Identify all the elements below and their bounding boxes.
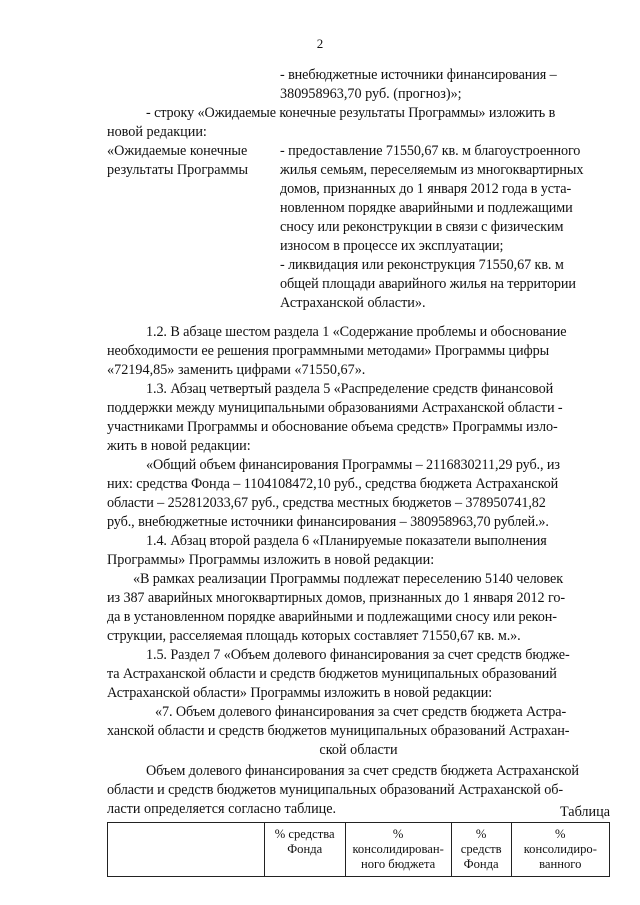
results-value-line: - предоставление 71550,67 кв. м благоустроенного xyxy=(280,143,581,159)
intro-line: Объем долевого финансирования за счет средств бюджета Астраханской xyxy=(146,763,579,779)
quote-1-4-line: из 387 аварийных многоквартирных домов, признанных до 1 января 2012 го- xyxy=(107,590,565,606)
para-1-2-line: необходимости ее решения программными методами» Программы цифры xyxy=(107,343,550,359)
table-header-cell xyxy=(451,823,511,877)
para-1-3-line: участниками Программы и обоснование объема средств» Программы изло- xyxy=(107,419,558,435)
para-1-3-line: поддержки между муниципальными образованиями Астраханской области - xyxy=(107,400,563,416)
financing-table xyxy=(107,822,610,877)
header-text: Фонда xyxy=(287,842,323,856)
results-value-line: общей площади аварийного жилья на территории xyxy=(280,276,576,292)
header-text: средств xyxy=(460,842,502,856)
results-label-line-1: «Ожидаемые конечные xyxy=(107,143,248,159)
table-caption: Таблица xyxy=(559,804,610,820)
para-1-2-line: «72194,85» заменить цифрами «71550,67». xyxy=(107,362,366,378)
header-text: Фонда xyxy=(463,857,499,871)
table-header-row xyxy=(108,823,610,877)
results-instruction-line-1: - строку «Ожидаемые конечные результаты Программы» изложить в xyxy=(146,105,556,121)
header-text: ванного xyxy=(539,857,582,871)
para-1-4-line: Программы» Программы изложить в новой редакции: xyxy=(107,552,435,568)
para-1-4-line: 1.4. Абзац второй раздела 6 «Планируемые показатели выполнения xyxy=(146,533,547,549)
results-instruction-line-2: новой редакции: xyxy=(107,124,207,140)
section-title-line: ской области xyxy=(319,742,398,758)
results-value-line: сносу или реконструкции в связи с физическим xyxy=(280,219,564,235)
results-value-line: Астраханской области». xyxy=(280,295,426,311)
intro-line: ласти определяется согласно таблице. xyxy=(107,801,337,817)
para-1-3-line: 1.3. Абзац четвертый раздела 5 «Распределение средств финансовой xyxy=(146,381,554,397)
table-header-cell xyxy=(511,823,609,877)
header-text: % xyxy=(555,827,566,841)
header-text: % xyxy=(392,827,404,841)
results-value-line: новленном порядке аварийными и подлежащими xyxy=(280,200,573,216)
page-number: 2 xyxy=(316,36,324,51)
quote-1-3-line: «Общий объем финансирования Программы – 2116830211,29 руб., из xyxy=(146,457,560,473)
table-header-cell xyxy=(108,823,265,877)
para-1-3-line: жить в новой редакции: xyxy=(107,438,251,454)
results-value-line: износом в процессе их эксплуатации; xyxy=(280,238,504,254)
header-text: ного бюджета xyxy=(360,857,436,871)
table-header-cell xyxy=(264,823,345,877)
quote-1-3-line: области – 252812033,67 руб., средства местных бюджетов – 378950741,82 xyxy=(107,495,546,511)
header-text: % xyxy=(475,827,487,841)
header-text: % средства xyxy=(274,827,335,841)
quote-1-3-line: руб., внебюджетные источники финансирования – 380958963,70 рублей.». xyxy=(107,514,549,530)
section-title-line: ханской области и средств бюджетов муниципальных образований Астрахан- xyxy=(107,723,570,739)
para-1-2-line: 1.2. В абзаце шестом раздела 1 «Содержание проблемы и обоснование xyxy=(146,324,567,340)
financing-line-2: 380958963,70 руб. (прогноз)»; xyxy=(280,86,462,102)
results-value-line: домов, признанных до 1 января 2012 года в уста- xyxy=(280,181,572,197)
section-title-line: «7. Объем долевого финансирования за счет средств бюджета Астра- xyxy=(155,704,567,720)
header-text: консолидирован- xyxy=(352,842,444,856)
para-1-5-line: 1.5. Раздел 7 «Объем долевого финансирования за счет средств бюдже- xyxy=(146,647,570,663)
quote-1-4-line: струкции, расселяемая площадь которых составляет 71550,67 кв. м.». xyxy=(107,628,521,644)
results-label-line-2: результаты Программы xyxy=(107,162,249,178)
intro-line: области и средств бюджетов муниципальных образований Астраханской об- xyxy=(107,782,563,798)
table-header-cell xyxy=(345,823,451,877)
quote-1-4-line: «В рамках реализации Программы подлежат переселению 5140 человек xyxy=(133,571,564,587)
quote-1-3-line: них: средства Фонда – 1104108472,10 руб., средства бюджета Астраханской xyxy=(107,476,559,492)
financing-line-1: - внебюджетные источники финансирования – xyxy=(280,67,557,83)
results-value-line: - ликвидация или реконструкция 71550,67 кв. м xyxy=(280,257,564,273)
para-1-5-line: та Астраханской области и средств бюджетов муниципальных образований xyxy=(107,666,557,682)
para-1-5-line: Астраханской области» Программы изложить в новой редакции: xyxy=(107,685,493,701)
quote-1-4-line: да в установленном порядке аварийными и подлежащими сносу или рекон- xyxy=(107,609,557,625)
header-text: консолидиро- xyxy=(523,842,597,856)
results-value-line: жилья семьям, переселяемым из многоквартирных xyxy=(280,162,584,178)
